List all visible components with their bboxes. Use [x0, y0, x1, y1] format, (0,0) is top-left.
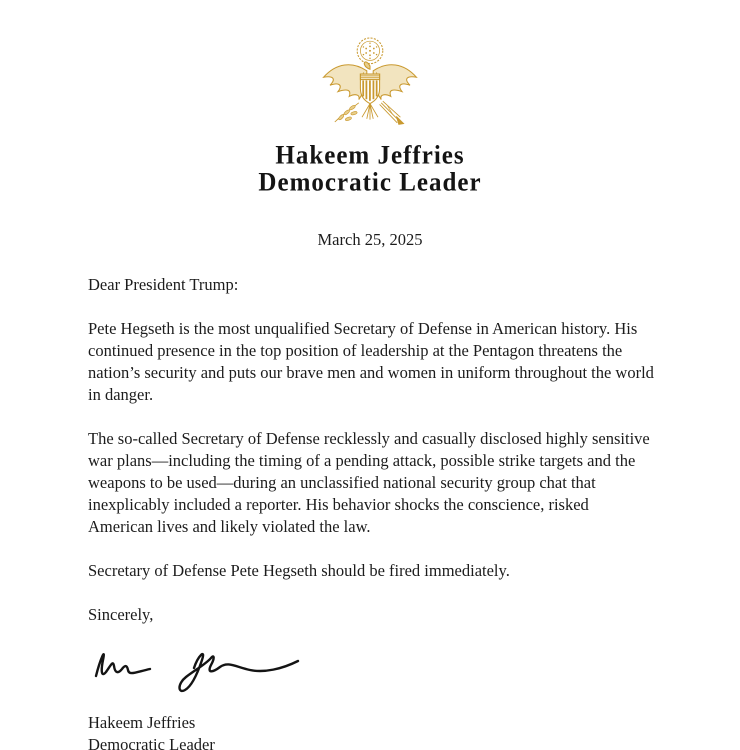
- salutation: Dear President Trump:: [88, 275, 239, 294]
- signer-title: Democratic Leader: [88, 735, 215, 750]
- signer-name: Hakeem Jeffries: [88, 713, 196, 732]
- letter-date: March 25, 2025: [317, 230, 423, 249]
- letterhead-name: Hakeem Jeffries: [275, 141, 465, 170]
- paragraph-2: The so-called Secretary of Defense recklessly and casually disclosed highly sensitive war plans—including the timing of a pending attack, possible strike targets and the weapons to be used—during an unclassified national security group chat that inexplicably included a reporter. His behavior shocks the conscience, risked American lives and likely violated the law.: [88, 429, 650, 536]
- closing: Sincerely,: [88, 605, 154, 624]
- letterhead: [0, 0, 740, 196]
- letterhead-title: Democratic Leader: [258, 168, 482, 197]
- letter-body: [0, 274, 740, 750]
- congressional-eagle-seal-icon: [314, 34, 426, 138]
- paragraph-3: Secretary of Defense Pete Hegseth should be fired immediately.: [88, 561, 510, 580]
- handwritten-signature-icon: [90, 636, 305, 698]
- paragraph-1: Pete Hegseth is the most unqualified Secretary of Defense in American history. His continued presence in the top position of leadership at the Pentagon threatens the nation’s security and puts our brave men and women in uniform throughout the world in danger.: [88, 319, 654, 404]
